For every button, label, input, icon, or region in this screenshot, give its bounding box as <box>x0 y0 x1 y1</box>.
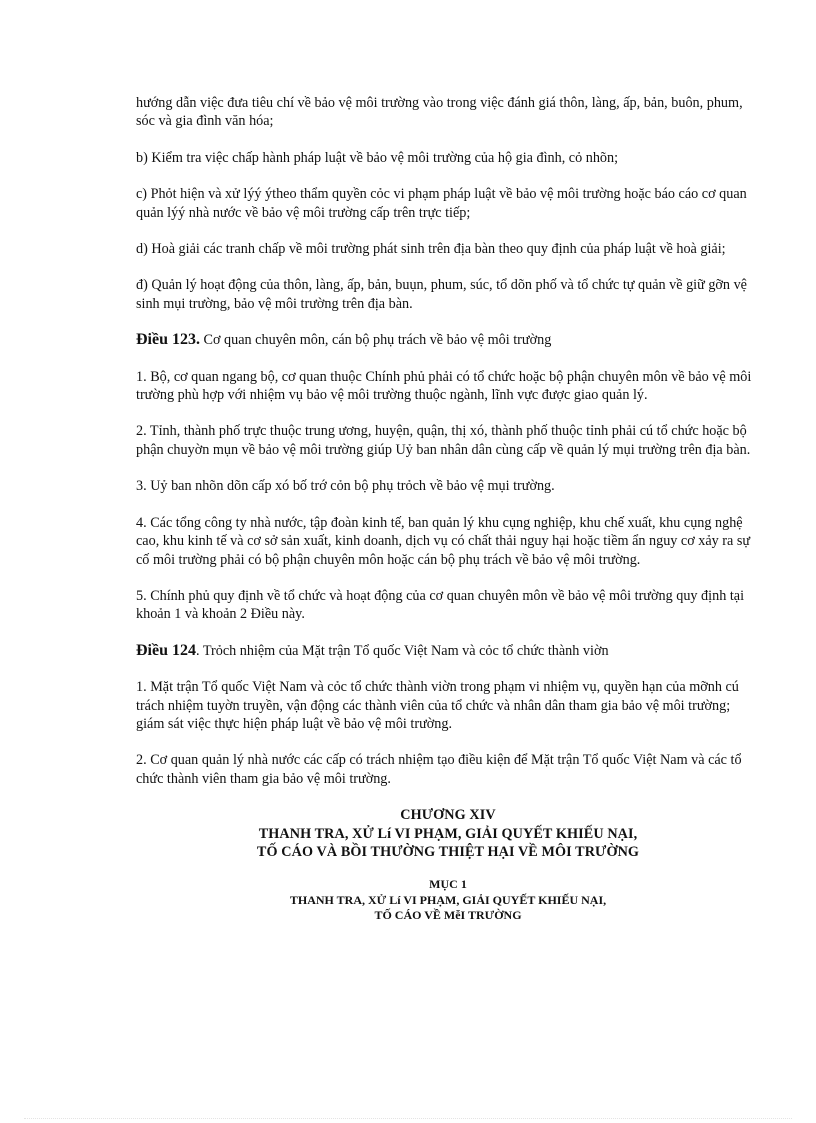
document-page <box>136 94 760 924</box>
clause-c: c) Phỏt hiện và xử lýý ýtheo thẩm quyền cỏc vi phạm pháp luật về bảo vệ môi trường hoặc báo cáo cơ quan quản lýý nhà nước về bảo vệ môi trường cấp trên trực tiếp; <box>136 186 747 221</box>
article-124-clause-1: 1. Mặt trận Tổ quốc Việt Nam và cỏc tổ chức thành viờn trong phạm vi nhiệm vụ, quyền hạn của mỡnh cú trách nhiệm tuyờn truyền, vận động các thành viên của tổ chức và nhân dân tham gia bảo vệ môi trường; giám sát việc thực hiện pháp luật về bảo vệ môi trường. <box>136 679 739 732</box>
article-123-clause-3: 3. Uỷ ban nhõn dõn cấp xó bố trớ cỏn bộ phụ trỏch về bảo vệ mụi trường. <box>136 478 555 495</box>
chapter-title-line-1: THANH TRA, XỬ Lí VI PHẠM, GIẢI QUYẾT KHIẾU NẠI, <box>258 825 638 842</box>
article-123-heading <box>136 331 760 349</box>
article-124-heading <box>136 642 760 660</box>
chapter-heading <box>136 806 760 861</box>
article-123-title: Cơ quan chuyên môn, cán bộ phụ trách về bảo vệ môi trường <box>200 332 552 349</box>
article-124-clause-2: 2. Cơ quan quản lý nhà nước các cấp có trách nhiệm tạo điều kiện để Mặt trận Tổ quốc Việt Nam và các tổ chức thành viên tham gia bảo vệ môi trường. <box>136 752 742 787</box>
clause-d: d) Hoà giải các tranh chấp về môi trường phát sinh trên địa bàn theo quy định của pháp luật về hoà giải; <box>136 241 726 258</box>
section-title-line-1: THANH TRA, XỬ Lí VI PHẠM, GIẢI QUYẾT KHIẾU NẠI, <box>289 892 607 907</box>
section-heading <box>136 877 760 924</box>
article-123-clause-1: 1. Bộ, cơ quan ngang bộ, cơ quan thuộc Chính phủ phải có tổ chức hoặc bộ phận chuyên môn về bảo vệ môi trường phù hợp với nhiệm vụ bảo vệ môi trường thuộc ngành, lĩnh vực được giao quản lý. <box>136 368 752 404</box>
article-123-clause-4: 4. Các tổng công ty nhà nước, tập đoàn kinh tế, ban quản lý khu cụng nghiệp, khu chế xuất, khu cụng nghệ cao, khu kinh tế và cơ sở sản xuất, kinh doanh, dịch vụ có chất thải nguy hại hoặc tiềm ẩn nguy cơ xảy ra sự cố môi trường phải có bộ phận chuyên môn hoặc cán bộ phụ trách về bảo vệ môi trường. <box>136 514 751 568</box>
article-124-number: Điều 124 <box>136 641 196 659</box>
chapter-number: CHƯƠNG XIV <box>400 807 496 824</box>
section-number: MỤC 1 <box>429 877 467 892</box>
clause-b: b) Kiểm tra việc chấp hành pháp luật về bảo vệ môi trường của hộ gia đình, cỏ nhõn; <box>136 149 619 166</box>
page-bottom-divider <box>24 1118 792 1119</box>
chapter-title-line-2: TỐ CÁO VÀ BỒI THƯỜNG THIỆT HẠI VỀ MÔI TRƯỜNG <box>256 843 640 860</box>
article-123-clause-2: 2. Tỉnh, thành phố trực thuộc trung ương, huyện, quận, thị xó, thành phố thuộc tỉnh phải cú tổ chức hoặc bộ phận chuyờn mụn về bảo vệ môi trường giúp Uỷ ban nhân dân cùng cấp về quản lý mụi trường trên địa bàn. <box>136 423 751 458</box>
article-124-title: . Trỏch nhiệm của Mặt trận Tổ quốc Việt Nam và cỏc tổ chức thành viờn <box>196 642 609 659</box>
clause-dd: đ) Quản lý hoạt động của thôn, làng, ấp, bản, buụn, phum, súc, tổ dõn phố và tổ chức tự quản về giữ gỡn vệ sinh mụi trường, bảo vệ môi trường trên địa bàn. <box>136 277 747 312</box>
article-123-clause-5: 5. Chính phủ quy định về tổ chức và hoạt động của cơ quan chuyên môn về bảo vệ môi trường quy định tại khoản 1 và khoản 2 Điều này. <box>136 587 745 623</box>
article-123-number: Điều 123. <box>136 331 200 349</box>
paragraph-continued: hướng dẫn việc đưa tiêu chí về bảo vệ môi trường vào trong việc đánh giá thôn, làng, ấp, bản, buôn, phum, sóc và gia đình văn hóa; <box>136 95 743 130</box>
section-title-line-2: TỐ CÁO VỀ MễI TRƯỜNG <box>374 908 522 923</box>
